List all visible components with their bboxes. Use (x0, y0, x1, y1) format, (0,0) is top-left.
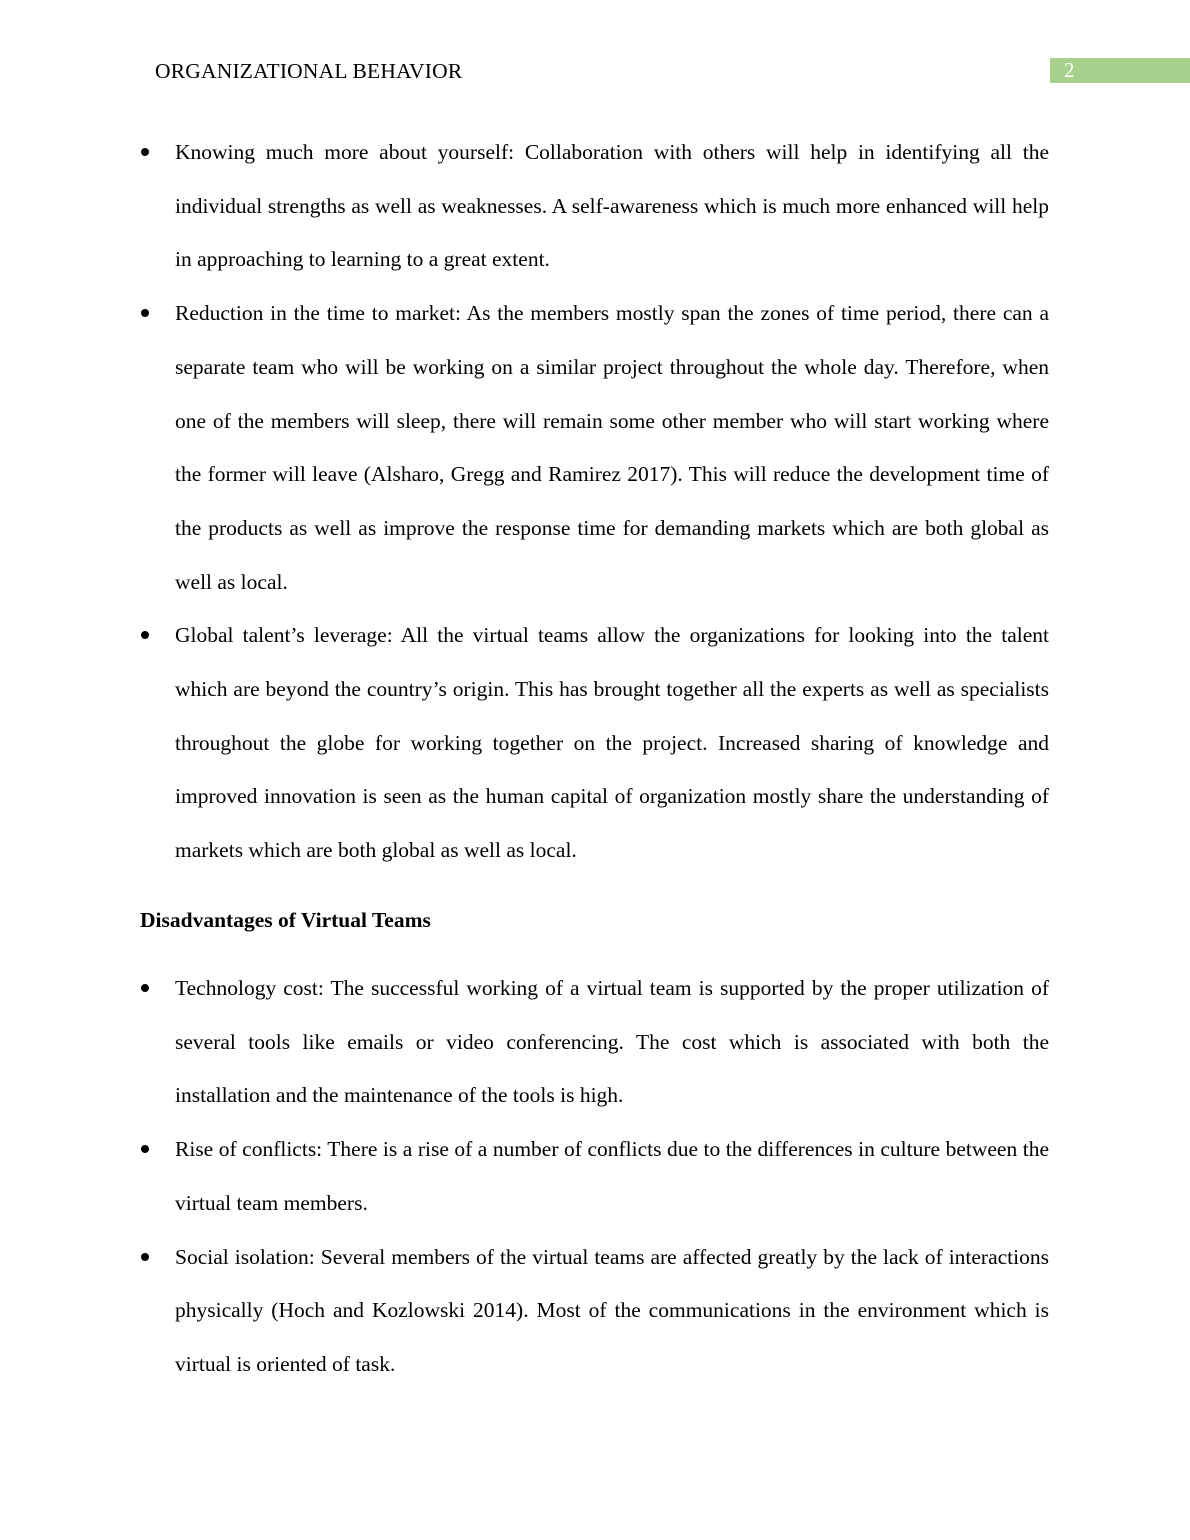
page-number: 2 (1064, 58, 1075, 82)
bullet-icon (141, 148, 149, 156)
running-head: ORGANIZATIONAL BEHAVIOR (155, 59, 463, 83)
bullet-icon (141, 984, 149, 992)
bullet-icon (141, 309, 149, 317)
list-item-text: Global talent’s leverage: All the virtual teams allow the organizations for looking into the talent which are beyond the country’s origin. This has brought together all the experts as well as specialists throughout the globe for working together on the project. Increased sharing of knowledge and improved innovation is seen as the human capital of organization mostly share the understanding of markets which are both global as well as local. (175, 623, 1049, 863)
list-item-text: Reduction in the time to market: As the members mostly span the zones of time period, there can a separate team who will be working on a similar project throughout the whole day. Therefore, when one of the members will sleep, there will remain some other member who will start working where the former will leave (Alsharo, Gregg and Ramirez 2017). This will reduce the development time of the products as well as improve the response time for demanding markets which are both global as well as local. (175, 301, 1049, 594)
bullet-icon (141, 1145, 149, 1153)
list-item (0, 287, 1190, 609)
list-item-text: Social isolation: Several members of the virtual teams are affected greatly by the lack of interactions physically (Hoch and Kozlowski 2014). Most of the communications in the environment which is virtual is oriented of task. (175, 1244, 1049, 1376)
list-item-text: Technology cost: The successful working of a virtual team is supported by the proper utilization of several tools like emails or video conferencing. The cost which is associated with both the installation and the maintenance of the tools is high. (175, 976, 1049, 1108)
list-item (0, 609, 1190, 878)
list-item (0, 1231, 1190, 1392)
disadvantages-section (0, 962, 1190, 1392)
list-item (0, 962, 1190, 1123)
bullet-icon (141, 1253, 149, 1261)
disadvantages-list (0, 962, 1190, 1392)
list-item-text: Knowing much more about yourself: Collaboration with others will help in identifying all the individual strengths as well as weaknesses. A self-awareness which is much more enhanced will help in approaching to learning to a great extent. (175, 140, 1049, 272)
list-item (0, 126, 1190, 287)
bullet-icon (141, 631, 149, 639)
list-item-text: Rise of conflicts: There is a rise of a number of conflicts due to the differences in culture between the virtual team members. (175, 1137, 1049, 1215)
section-heading: Disadvantages of Virtual Teams (140, 908, 431, 932)
advantages-section (0, 126, 1190, 878)
advantages-list (0, 126, 1190, 878)
list-item (0, 1123, 1190, 1230)
page-number-bar (1050, 58, 1190, 83)
